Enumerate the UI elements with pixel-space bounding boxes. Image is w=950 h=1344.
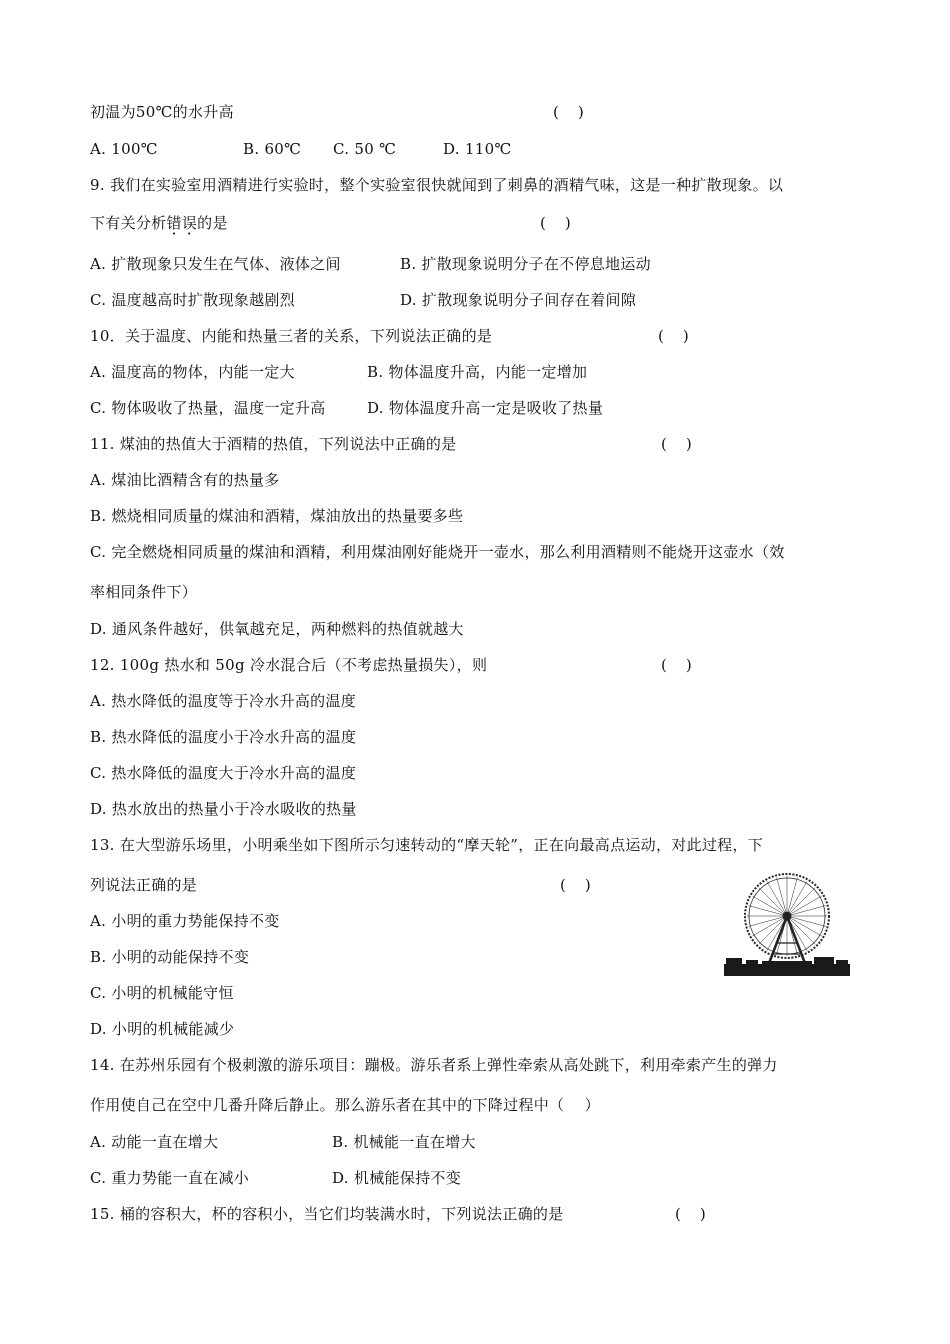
q9-stem-pre: 下有关分析 — [90, 214, 167, 232]
q8-answer-bracket: ( ) — [553, 103, 584, 121]
q11-option-d: D. 通风条件越好，供氧越充足，两种燃料的热值就越大 — [90, 620, 464, 638]
q13-option-c: C. 小明的机械能守恒 — [90, 984, 234, 1002]
q12-stem: 12. 100g 热水和 50g 冷水混合后（不考虑热量损失），则 — [90, 656, 488, 674]
q11-answer-bracket: ( ) — [661, 435, 692, 453]
q11-option-c-line1: C. 完全燃烧相同质量的煤油和酒精，利用煤油刚好能烧开一壶水，那么利用酒精则不能烧开这壶水（效 — [90, 543, 785, 561]
q10-option-c: C. 物体吸收了热量，温度一定升高 — [90, 399, 326, 417]
q9-option-c: C. 温度越高时扩散现象越剧烈 — [90, 291, 295, 309]
ferris-wheel-spoke — [748, 916, 787, 926]
q10-stem: 10．关于温度、内能和热量三者的关系，下列说法正确的是 — [90, 327, 493, 345]
q15-stem: 15. 桶的容积大，杯的容积小，当它们均装满水时，下列说法正确的是 — [90, 1205, 564, 1223]
q11-option-a: A. 煤油比酒精含有的热量多 — [90, 471, 280, 489]
ferris-wheel-image — [724, 868, 850, 976]
ferris-wheel-spoke — [787, 906, 826, 916]
q13-answer-bracket: ( ) — [560, 876, 591, 894]
q9-option-d: D. 扩散现象说明分子间存在着间隙 — [400, 291, 637, 309]
q8-option-a: A. 100℃ — [90, 140, 158, 158]
q15-answer-bracket: ( ) — [675, 1205, 706, 1223]
q13-stem-line2: 列说法正确的是 — [90, 876, 198, 894]
q14-option-c: C. 重力势能一直在减小 — [90, 1169, 250, 1187]
q9-emphasis-char-2: 误 — [181, 214, 198, 232]
q14-option-a: A. 动能一直在增大 — [90, 1133, 219, 1151]
q10-option-d: D. 物体温度升高一定是吸收了热量 — [367, 399, 604, 417]
ferris-wheel-spoke — [748, 906, 787, 916]
q12-answer-bracket: ( ) — [661, 656, 692, 674]
q8-stem: 初温为50℃的水升高 — [90, 103, 234, 121]
q12-option-a: A. 热水降低的温度等于冷水升高的温度 — [90, 692, 357, 710]
q14-option-d: D. 机械能保持不变 — [332, 1169, 462, 1187]
q9-stem-line1: 9. 我们在实验室用酒精进行实验时，整个实验室很快就闻到了刺鼻的酒精气味，这是一种扩散现象。以 — [90, 176, 784, 194]
q13-option-a: A. 小明的重力势能保持不变 — [90, 912, 280, 930]
q8-option-c: C. 50 ℃ — [333, 140, 397, 158]
ferris-wheel-spoke — [787, 916, 826, 926]
q14-stem-line1: 14. 在苏州乐园有个极刺激的游乐项目：蹦极。游乐者系上弹性牵索从高处跳下，利用牵索产生的弹力 — [90, 1056, 778, 1074]
q13-stem-line1: 13. 在大型游乐场里，小明乘坐如下图所示匀速转动的“摩天轮”，正在向最高点运动，对此过程，下 — [90, 836, 764, 854]
q9-stem-line2 — [90, 213, 228, 233]
q12-option-b: B. 热水降低的温度小于冷水升高的温度 — [90, 728, 357, 746]
q14-option-b: B. 机械能一直在增大 — [332, 1133, 476, 1151]
q10-option-b: B. 物体温度升高，内能一定增加 — [367, 363, 588, 381]
ferris-wheel-spoke — [777, 877, 787, 916]
q13-option-b: B. 小明的动能保持不变 — [90, 948, 250, 966]
q11-option-c-line2: 率相同条件下） — [90, 583, 198, 601]
q9-option-a: A. 扩散现象只发生在气体、液体之间 — [90, 255, 341, 273]
q8-option-d: D. 110℃ — [443, 140, 512, 158]
q14-stem-line2: 作用使自己在空中几番升降后静止。那么游乐者在其中的下降过程中（ ） — [90, 1096, 600, 1114]
q10-option-a: A. 温度高的物体，内能一定大 — [90, 363, 295, 381]
q9-stem-post: 的是 — [197, 214, 228, 232]
q10-answer-bracket: ( ) — [658, 327, 689, 345]
q12-option-c: C. 热水降低的温度大于冷水升高的温度 — [90, 764, 357, 782]
q9-answer-bracket: ( ) — [540, 214, 571, 232]
q11-option-b: B. 燃烧相同质量的煤油和酒精，煤油放出的热量要多些 — [90, 507, 464, 525]
q11-stem: 11. 煤油的热值大于酒精的热值，下列说法中正确的是 — [90, 435, 457, 453]
q8-option-b: B. 60℃ — [243, 140, 302, 158]
q13-option-d: D. 小明的机械能减少 — [90, 1020, 235, 1038]
ferris-wheel-spoke — [787, 877, 797, 916]
q9-emphasis-char-1: 错 — [166, 214, 182, 232]
q12-option-d: D. 热水放出的热量小于冷水吸收的热量 — [90, 800, 357, 818]
q9-option-b: B. 扩散现象说明分子在不停息地运动 — [400, 255, 651, 273]
